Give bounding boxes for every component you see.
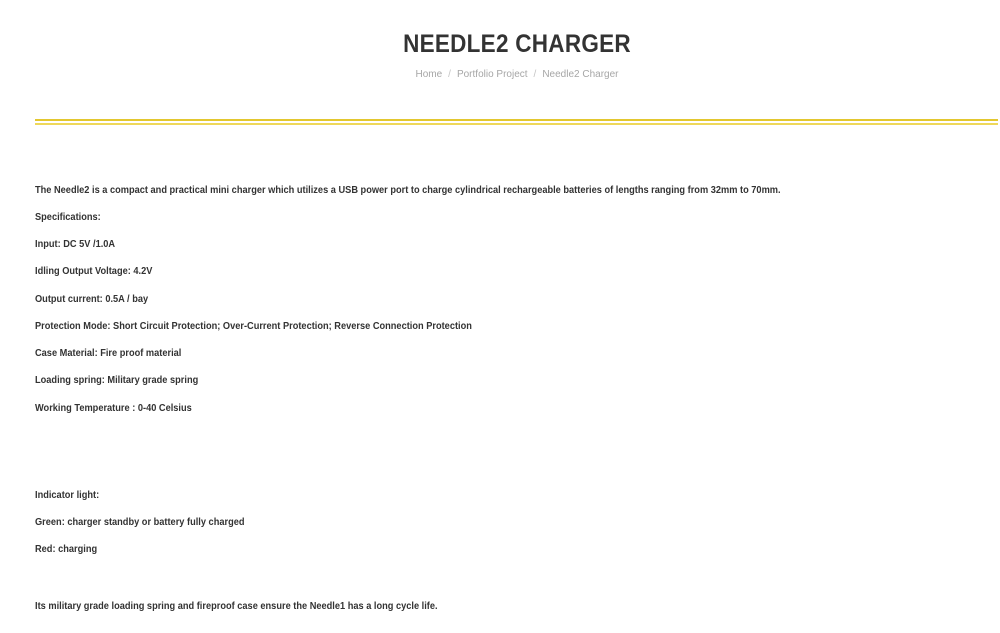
indicator-green: Green: charger standby or battery fully charged bbox=[35, 516, 245, 528]
spec-loading-spring: Loading spring: Military grade spring bbox=[35, 374, 199, 386]
divider-line-top bbox=[35, 119, 998, 121]
spec-heading: Specifications: bbox=[35, 211, 101, 223]
header-divider bbox=[35, 119, 998, 125]
breadcrumb-home-link[interactable]: Home bbox=[415, 69, 443, 80]
spec-input: Input: DC 5V /1.0A bbox=[35, 238, 116, 250]
page-title: NEEDLE2 CHARGER bbox=[403, 30, 631, 58]
spec-working-temperature: Working Temperature : 0-40 Celsius bbox=[35, 402, 192, 414]
spec-output-current: Output current: 0.5A / bay bbox=[35, 293, 149, 305]
intro-paragraph: The Needle2 is a compact and practical mini charger which utilizes a USB power port to charge cylindrical rechargeable batteries of lengths ranging from 32mm to 70mm. bbox=[35, 184, 781, 196]
divider-line-bottom bbox=[35, 123, 998, 125]
breadcrumb-portfolio-link[interactable]: Portfolio Project bbox=[456, 69, 528, 80]
indicator-red: Red: charging bbox=[35, 543, 98, 555]
breadcrumb bbox=[0, 69, 1000, 80]
spec-idling-voltage: Idling Output Voltage: 4.2V bbox=[35, 265, 153, 277]
spec-protection-mode: Protection Mode: Short Circuit Protection; Over-Current Protection; Reverse Connection Protection bbox=[35, 320, 472, 332]
breadcrumb-current: Needle2 Charger bbox=[542, 69, 619, 80]
breadcrumb-separator: / bbox=[533, 69, 537, 80]
closing-paragraph: Its military grade loading spring and fireproof case ensure the Needle1 has a long cycle life. bbox=[35, 600, 438, 612]
page-header bbox=[0, 0, 1000, 120]
breadcrumb-separator: / bbox=[448, 69, 451, 80]
spec-case-material: Case Material: Fire proof material bbox=[35, 347, 182, 359]
indicator-heading: Indicator light: bbox=[35, 489, 100, 501]
